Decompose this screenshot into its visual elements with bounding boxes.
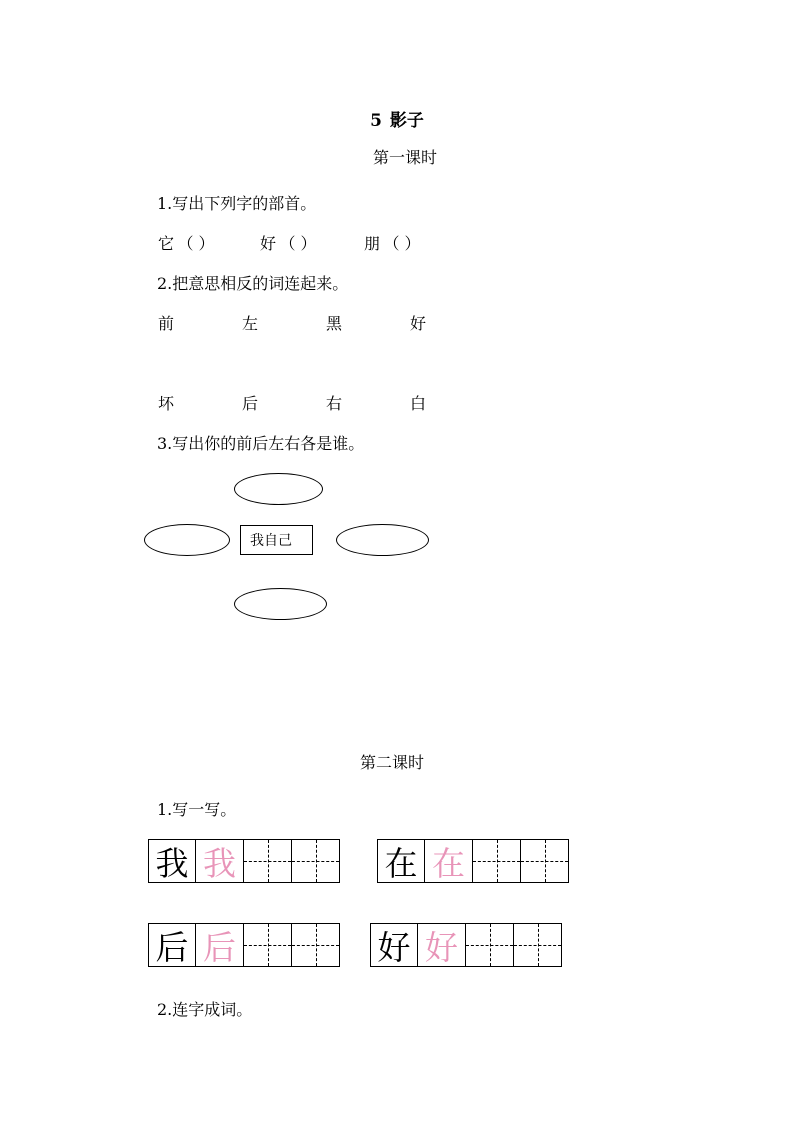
match-bottom-3[interactable]: 右: [326, 394, 343, 413]
radical-item-1: 它 （ ）: [158, 236, 218, 252]
model-cell: [377, 839, 425, 883]
match-bottom-1[interactable]: 坏: [158, 394, 175, 413]
practice-cell[interactable]: [521, 839, 569, 883]
writing-grid-4: [370, 923, 562, 967]
model-cell: [148, 923, 196, 967]
lesson1-heading: 第一课时: [373, 148, 438, 167]
match-bottom-4[interactable]: 白: [410, 394, 427, 413]
answer-blank[interactable]: （ ）: [177, 234, 215, 253]
practice-cell[interactable]: [473, 839, 521, 883]
match-top-4[interactable]: 好: [410, 314, 427, 333]
model-char: 好: [377, 927, 411, 967]
model-char: 我: [155, 843, 189, 883]
model-cell: [370, 923, 418, 967]
radical-item-3: 朋 （ ）: [364, 236, 424, 252]
self-box: [240, 525, 313, 555]
lesson-title: 影子: [389, 111, 424, 131]
match-bottom-2[interactable]: 后: [242, 394, 259, 413]
answer-blank[interactable]: （ ）: [383, 234, 421, 253]
l2-q1-prompt: 1.写一写。: [157, 800, 237, 819]
trace-char: 我: [203, 843, 236, 883]
back-answer-ellipse[interactable]: [234, 588, 327, 620]
trace-char: 好: [425, 927, 458, 967]
model-char: 在: [384, 843, 418, 883]
practice-cell[interactable]: [244, 839, 292, 883]
l1-q2-prompt: 2.把意思相反的词连起来。: [157, 274, 349, 293]
match-top-1[interactable]: 前: [158, 314, 175, 333]
practice-cell[interactable]: [292, 923, 340, 967]
trace-char: 后: [203, 927, 236, 967]
writing-grid-1: [148, 839, 340, 883]
l1-q1-prompt: 1.写出下列字的部首。: [157, 194, 317, 213]
model-cell: [148, 839, 196, 883]
page-title: [0, 113, 794, 130]
trace-cell[interactable]: [425, 839, 473, 883]
l2-q2-prompt: 2.连字成词。: [157, 1000, 253, 1019]
practice-cell[interactable]: [292, 839, 340, 883]
trace-cell[interactable]: [196, 923, 244, 967]
match-top-3[interactable]: 黑: [326, 314, 343, 333]
trace-char: 在: [432, 843, 465, 883]
writing-grid-2: [377, 839, 569, 883]
lesson-number: 5: [370, 111, 382, 131]
left-answer-ellipse[interactable]: [144, 524, 230, 556]
writing-grid-3: [148, 923, 340, 967]
l1-q3-prompt: 3.写出你的前后左右各是谁。: [157, 434, 365, 453]
self-label: 我自己: [250, 533, 292, 549]
practice-cell[interactable]: [466, 923, 514, 967]
model-char: 后: [155, 927, 189, 967]
practice-cell[interactable]: [514, 923, 562, 967]
match-top-2[interactable]: 左: [242, 314, 259, 333]
right-answer-ellipse[interactable]: [336, 524, 429, 556]
practice-cell[interactable]: [244, 923, 292, 967]
trace-cell[interactable]: [196, 839, 244, 883]
lesson2-heading: 第二课时: [360, 753, 425, 772]
front-answer-ellipse[interactable]: [234, 473, 323, 505]
answer-blank[interactable]: （ ）: [279, 234, 317, 253]
radical-item-2: 好 （ ）: [260, 236, 320, 252]
trace-cell[interactable]: [418, 923, 466, 967]
